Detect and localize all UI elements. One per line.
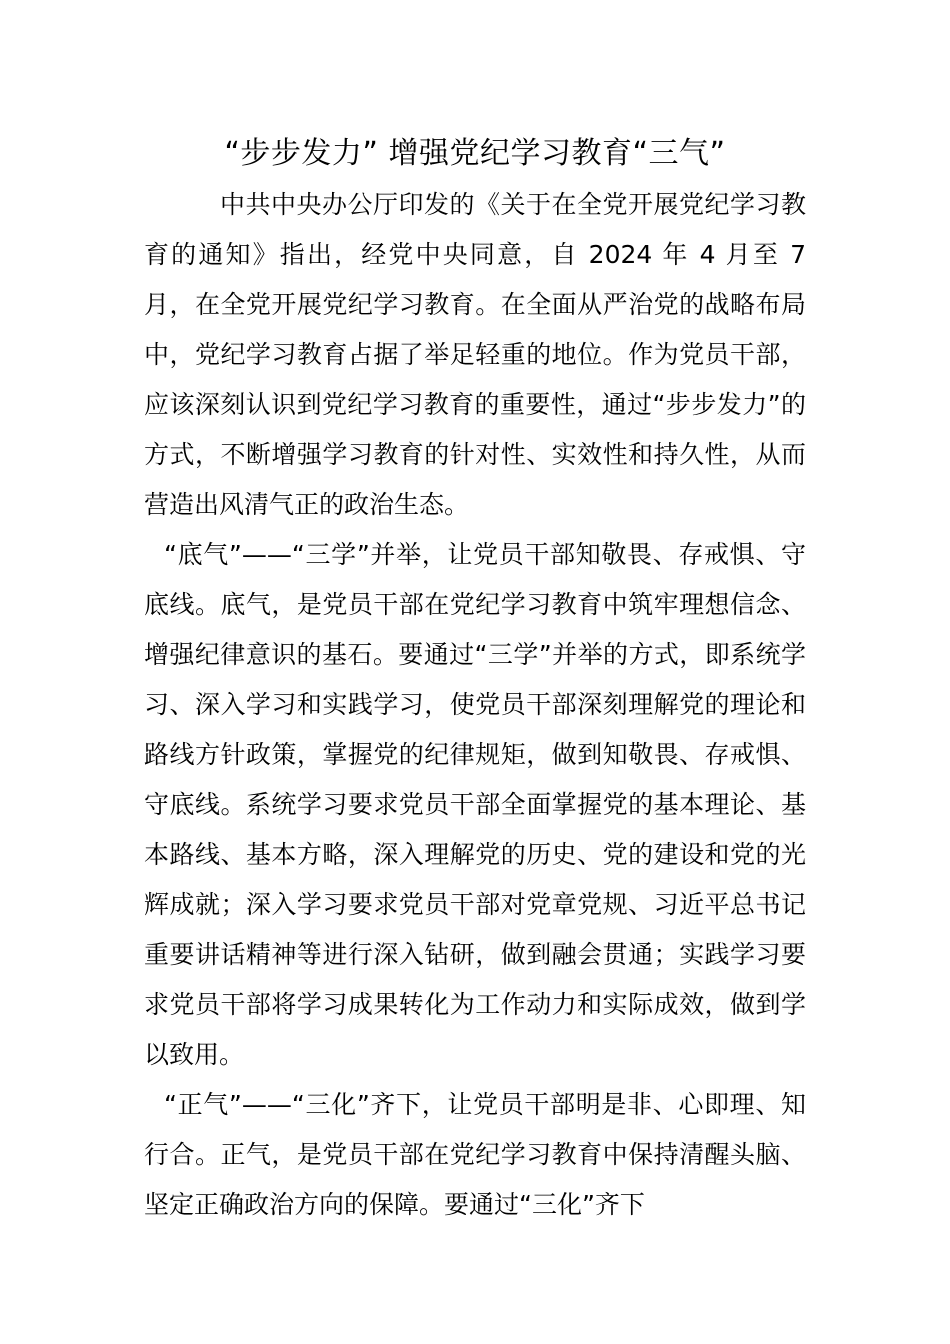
document-title: “步步发力” 增强党纪学习教育“三气” [224,136,726,171]
paragraph-intro: 中共中央办公厅印发的《关于在全党开展党纪学习教育的通知》指出，经党中央同意，自 2024 年 4 月至 7 月，在全党开展党纪学习教育。在全面从严治党的战略布局中，党纪学习教育占据了举足轻重的地位。作为党员干部，应该深刻认识到党纪学习教育的重要性，通过“步步发力”的方式，不断增强学习教育的针对性、实效性和持久性，从而营造出风清气正的政治生态。 [144,190,806,519]
paragraph-zhengqi: “正气”——“三化”齐下，让党员干部明是非、心即理、知行合。正气，是党员干部在党纪学习教育中保持清醒头脑、坚定正确政治方向的保障。要通过“三化”齐下 [144,1090,806,1219]
paragraph-diqi: “底气”——“三学”并举，让党员干部知敬畏、存戒惧、守底线。底气，是党员干部在党纪学习教育中筑牢理想信念、增强纪律意识的基石。要通过“三学”并举的方式，即系统学习、深入学习和实践学习，使党员干部深刻理解党的理论和路线方针政策，掌握党的纪律规矩，做到知敬畏、存戒惧、守底线。系统学习要求党员干部全面掌握党的基本理论、基本路线、基本方略，深入理解党的历史、党的建设和党的光辉成就；深入学习要求党员干部对党章党规、习近平总书记重要讲话精神等进行深入钻研，做到融会贯通；实践学习要求党员干部将学习成果转化为工作动力和实际成效，做到学以致用。 [144,540,806,1069]
document-page [144,128,806,1230]
